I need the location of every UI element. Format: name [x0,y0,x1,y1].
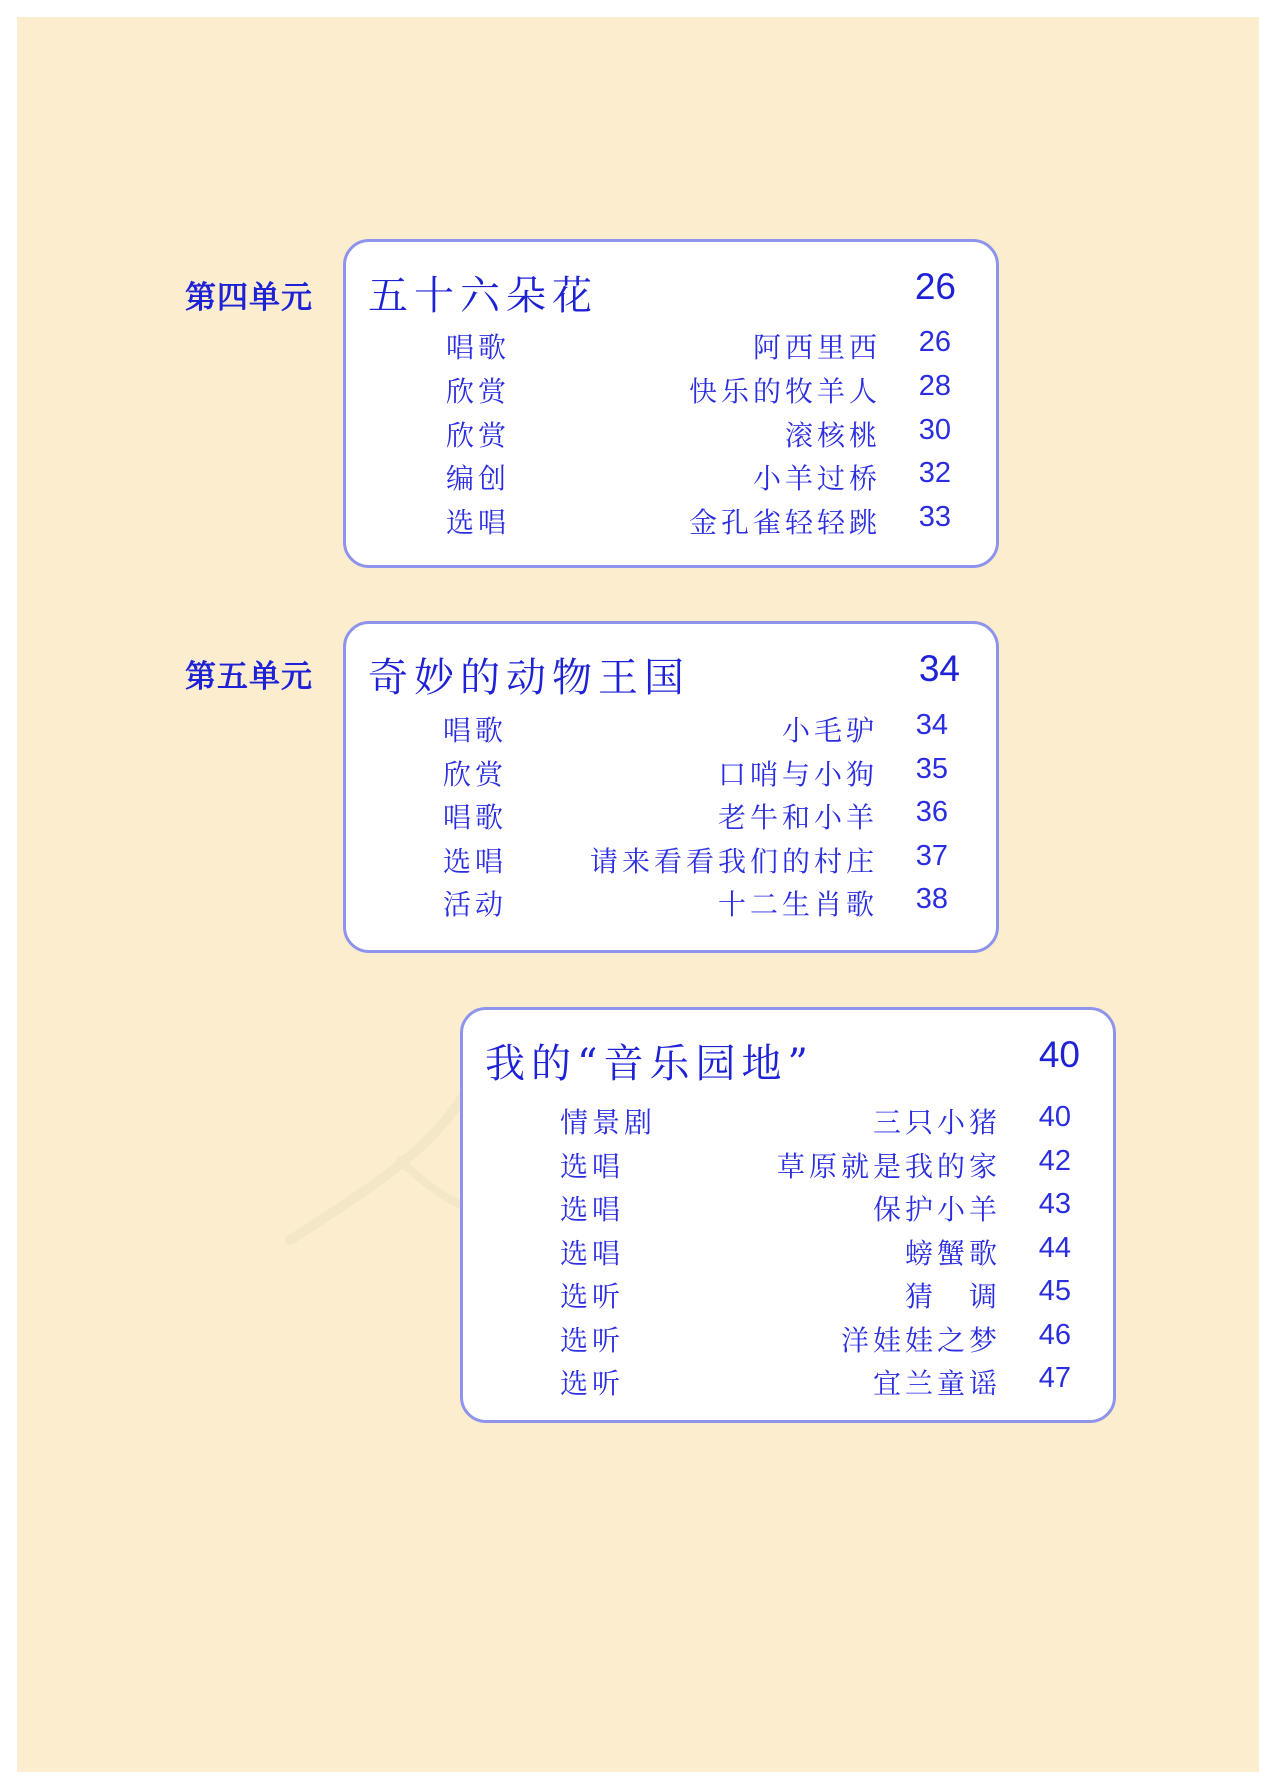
item-page: 45 [1038,1275,1071,1307]
toc-row[interactable] [446,457,951,497]
item-type: 选听 [560,1324,625,1357]
toc-row[interactable] [560,1319,1071,1359]
toc-row[interactable] [560,1275,1071,1315]
toc-row[interactable] [443,709,948,749]
item-page: 36 [915,796,948,828]
toc-row[interactable] [560,1101,1071,1141]
item-page: 42 [1038,1145,1071,1177]
unit-5-title[interactable]: 奇妙的动物王国 [368,655,690,701]
item-page: 38 [915,883,948,915]
unit-4-label: 第四单元 [185,280,313,316]
item-type: 选听 [560,1280,625,1313]
item-name: 保护小羊 [872,1193,1001,1226]
item-page: 35 [915,753,948,785]
item-page: 37 [915,840,948,872]
item-type: 选唱 [560,1150,625,1183]
item-name: 金孔雀轻轻跳 [688,506,881,539]
toc-row[interactable] [560,1188,1071,1228]
item-page: 26 [918,326,951,358]
music-garden-title[interactable]: 我的“音乐园地” [485,1041,814,1087]
toc-row[interactable] [446,414,951,454]
item-name: 小毛驴 [781,714,878,747]
item-name: 小羊过桥 [752,462,881,495]
item-page: 30 [918,414,951,446]
item-type: 选唱 [560,1193,625,1226]
unit-5-page: 34 [918,648,960,689]
unit-4-page: 26 [914,266,956,307]
item-name: 老牛和小羊 [717,801,878,834]
unit-5-label: 第五单元 [185,659,313,695]
toc-row[interactable] [560,1145,1071,1185]
item-name: 三只小猪 [872,1106,1001,1139]
item-type: 选唱 [446,506,511,539]
item-type: 选唱 [560,1237,625,1270]
item-name: 滚核桃 [784,419,881,452]
item-page: 43 [1038,1188,1071,1220]
item-type: 选听 [560,1367,625,1400]
item-name: 阿西里西 [752,331,881,364]
item-name: 口哨与小狗 [717,758,878,791]
unit-5-box [343,621,999,953]
toc-row[interactable] [443,796,948,836]
item-type: 唱歌 [446,331,511,364]
toc-row[interactable] [560,1232,1071,1272]
item-type: 唱歌 [443,714,508,747]
item-type: 情景剧 [560,1106,657,1139]
item-name: 螃蟹歌 [904,1237,1001,1270]
item-type: 唱歌 [443,801,508,834]
item-page: 32 [918,457,951,489]
unit-4-box [343,239,999,568]
toc-row[interactable] [443,753,948,793]
music-garden-page: 40 [1038,1034,1080,1075]
item-page: 47 [1038,1362,1071,1394]
toc-row[interactable] [443,840,948,880]
music-garden-box [460,1007,1116,1423]
item-name: 快乐的牧羊人 [688,375,881,408]
toc-row[interactable] [560,1362,1071,1402]
toc-row[interactable] [446,326,951,366]
item-page: 46 [1038,1319,1071,1351]
item-page: 33 [918,501,951,533]
item-page: 34 [915,709,948,741]
item-type: 选唱 [443,845,508,878]
item-name: 猜 调 [904,1280,1001,1313]
item-type: 编创 [446,462,511,495]
item-name: 洋娃娃之梦 [840,1324,1001,1357]
unit-4-title[interactable]: 五十六朵花 [368,273,598,319]
item-page: 44 [1038,1232,1071,1264]
item-name: 十二生肖歌 [717,888,878,921]
item-name: 请来看看我们的村庄 [589,845,878,878]
toc-row[interactable] [446,501,951,541]
toc-row[interactable] [443,883,948,923]
item-type: 活动 [443,888,508,921]
item-type: 欣赏 [443,758,508,791]
item-name: 宜兰童谣 [872,1367,1001,1400]
item-type: 欣赏 [446,419,511,452]
item-name: 草原就是我的家 [776,1150,1001,1183]
item-page: 40 [1038,1101,1071,1133]
toc-row[interactable] [446,370,951,410]
item-type: 欣赏 [446,375,511,408]
item-page: 28 [918,370,951,402]
